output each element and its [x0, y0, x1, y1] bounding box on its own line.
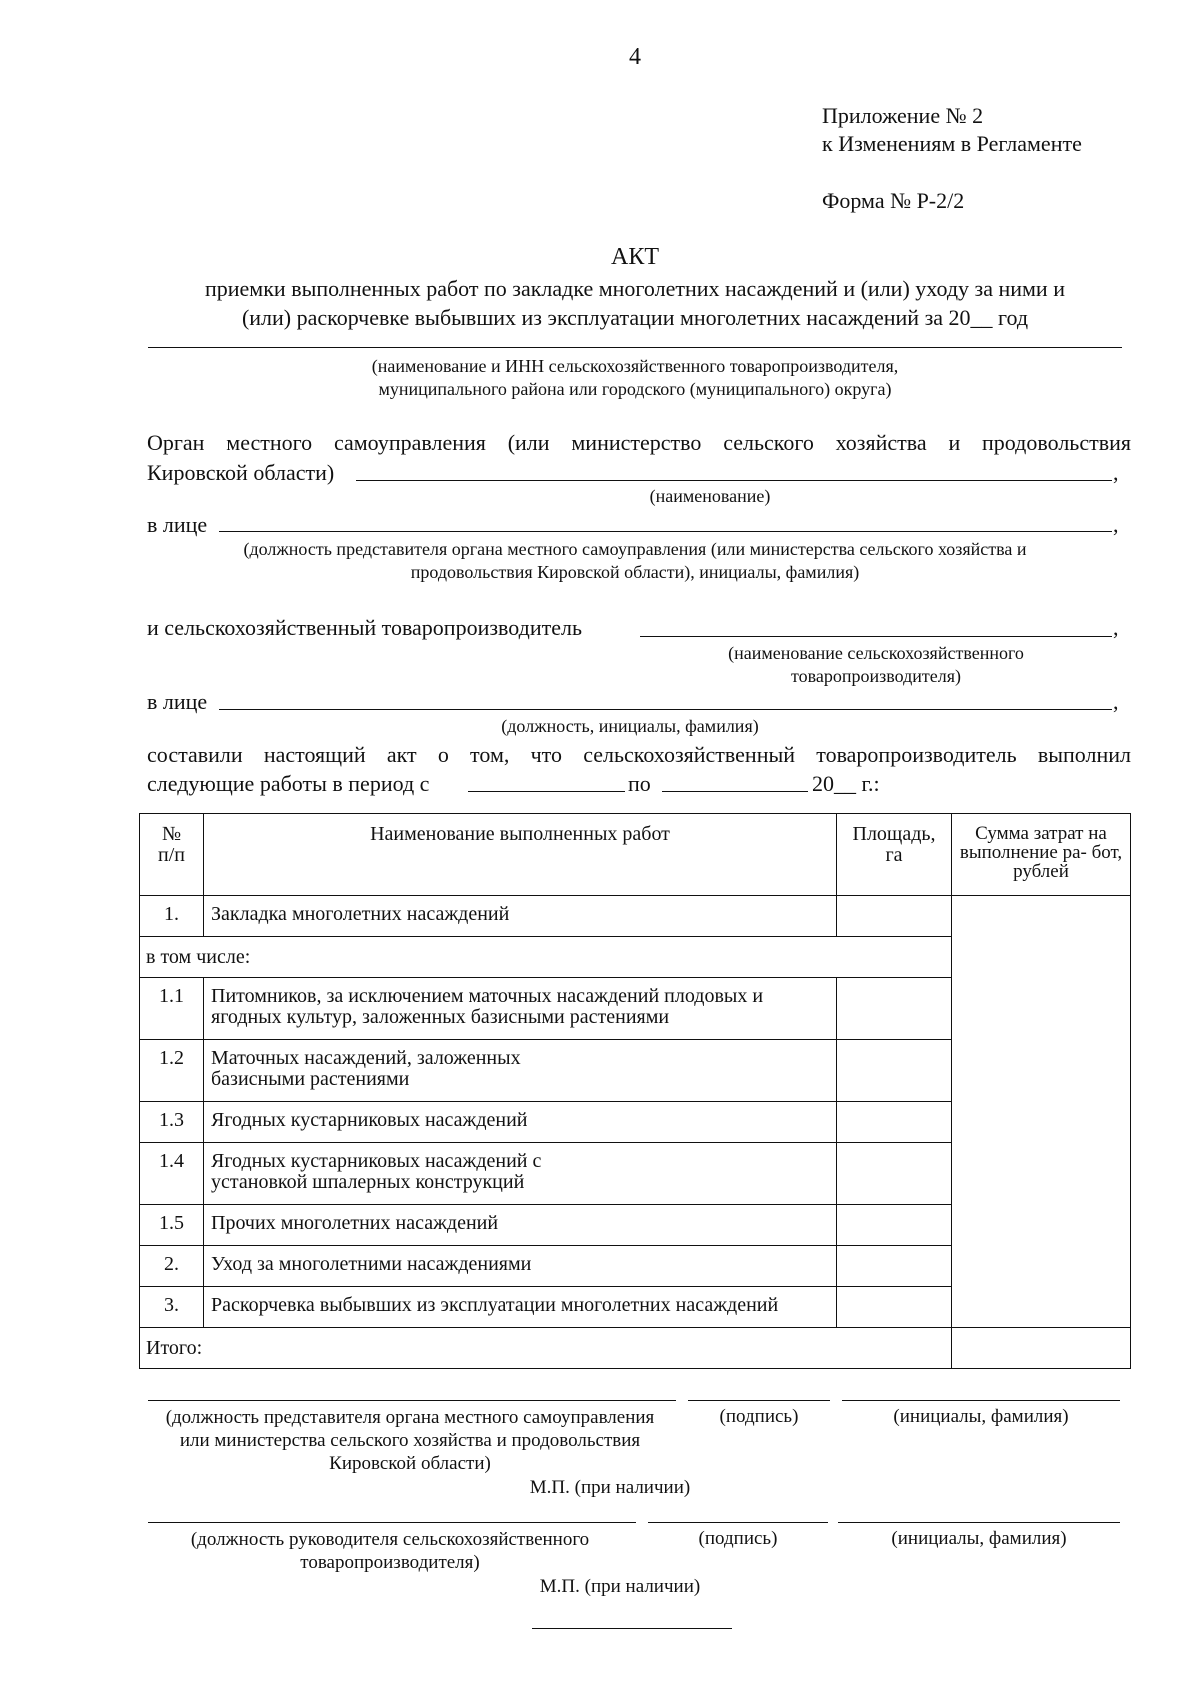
producer-seal: М.П. (при наличии) — [539, 1576, 701, 1597]
producer-rep-label: в лице — [147, 689, 208, 714]
header-num — [140, 814, 204, 896]
authority-line2-prefix: Кировской области) — [147, 460, 335, 485]
row-num: 2. — [140, 1246, 204, 1287]
row-area-cell[interactable] — [837, 1205, 952, 1246]
works-table — [139, 813, 1131, 1369]
header-num-text: № п/п — [158, 823, 185, 866]
header-cost-text: Сумма затрат на выполнение ра- бот, рублей — [959, 823, 1123, 882]
header-area — [837, 814, 952, 896]
row-area-cell[interactable] — [837, 1287, 952, 1328]
table-row — [140, 896, 1131, 937]
row-num: 1.2 — [140, 1040, 204, 1102]
producer-field-caption — [640, 642, 1112, 688]
row-name — [204, 1143, 837, 1205]
authority-rep-comma: , — [1113, 512, 1119, 537]
row-num: 1. — [140, 896, 204, 937]
row-name: Прочих многолетних насаждений — [204, 1205, 837, 1246]
appendix-line2: к Изменениям в Регламенте — [822, 131, 1082, 156]
authority-signature-caption: (подпись) — [719, 1406, 799, 1427]
producer-caption-line1: (наименование и ИНН сельскохозяйственного товаропроизводителя, — [371, 356, 899, 376]
page-number: 4 — [629, 44, 641, 70]
title-line2: (или) раскорчевке выбывших из эксплуатации многолетних насаждений за 20__ год — [241, 305, 1029, 330]
row-num: 1.5 — [140, 1205, 204, 1246]
title-line1: приемки выполненных работ по закладке многолетних насаждений и (или) уходу за ними и — [205, 276, 1065, 301]
end-of-form-rule — [532, 1628, 732, 1629]
row-area-cell[interactable] — [837, 1143, 952, 1205]
authority-name-line[interactable] — [356, 480, 1112, 481]
authority-position-caption — [140, 1406, 680, 1475]
row-num: 1.1 — [140, 978, 204, 1040]
authority-rep-line[interactable] — [219, 531, 1112, 532]
producer-position-caption — [140, 1528, 640, 1574]
producer-comma: , — [1113, 615, 1119, 640]
cost-cell-merged[interactable] — [952, 896, 1131, 1328]
producer-rep-comma: , — [1113, 689, 1119, 714]
authority-rep-caption-line2: продовольствия Кировской области), инициалы, фамилия) — [410, 562, 860, 582]
authority-position-line[interactable] — [148, 1400, 676, 1401]
row-name: Питомников, за исключением маточных насаждений плодовых и ягодных культур, заложенных базисными растениями — [204, 978, 837, 1040]
authority-position-line2: или министерства сельского хозяйства и продовольствия — [179, 1430, 641, 1451]
header-name-text: Наименование выполненных работ — [370, 823, 670, 845]
producer-caption-line2: товаропроизводителя) — [790, 666, 961, 686]
authority-rep-label: в лице — [147, 512, 208, 537]
row-total: Итого: — [140, 1328, 952, 1369]
producer-rep-caption: (должность, инициалы, фамилия) — [501, 716, 759, 736]
appendix-block — [822, 102, 1082, 158]
form-id: Форма № Р-2/2 — [822, 188, 965, 213]
producer-field-line[interactable] — [640, 636, 1112, 637]
producer-caption-line1: (наименование сельскохозяйственного — [728, 643, 1024, 663]
authority-initials-line[interactable] — [842, 1400, 1120, 1401]
authority-rep-caption-line1: (должность представителя органа местного самоуправления (или министерства сельского хозяйства и — [243, 539, 1027, 559]
authority-position-line1: (должность представителя органа местного самоуправления — [165, 1407, 655, 1428]
appendix-line1: Приложение № 2 — [822, 103, 984, 128]
producer-initials-caption: (инициалы, фамилия) — [891, 1528, 1067, 1549]
producer-name-line[interactable] — [148, 347, 1122, 348]
row-area-cell[interactable] — [837, 1246, 952, 1287]
row-name: Ягодных кустарниковых насаждений — [204, 1102, 837, 1143]
producer-rep-line[interactable] — [219, 709, 1112, 710]
producer-label: и сельскохозяйственный товаропроизводитель — [147, 615, 583, 640]
authority-initials-caption: (инициалы, фамилия) — [893, 1406, 1069, 1427]
producer-position-line2: товаропроизводителя) — [300, 1552, 480, 1573]
row-including: в том числе: — [140, 937, 952, 978]
row-name: Закладка многолетних насаждений — [204, 896, 837, 937]
producer-caption — [140, 355, 1130, 401]
row-name: Раскорчевка выбывших из эксплуатации многолетних насаждений — [204, 1287, 837, 1328]
authority-name-caption: (наименование) — [649, 486, 771, 506]
header-cost — [952, 814, 1131, 896]
row-name — [204, 1040, 837, 1102]
period-end-line[interactable] — [662, 791, 808, 792]
row-num: 1.4 — [140, 1143, 204, 1205]
authority-comma: , — [1113, 460, 1119, 485]
period-start-line[interactable] — [468, 791, 625, 792]
row-name-text: Маточных насаждений, заложенных базисными растениями — [211, 1047, 521, 1090]
row-area-cell[interactable] — [837, 1040, 952, 1102]
statement-line2-prefix: следующие работы в период с — [147, 771, 430, 796]
authority-line1: Орган местного самоуправления (или министерство сельского хозяйства и продовольствия — [147, 430, 1131, 455]
authority-seal: М.П. (при наличии) — [529, 1477, 691, 1498]
statement-by: по — [628, 771, 651, 796]
table-row — [140, 1328, 1131, 1369]
statement-year: 20__ г.: — [812, 771, 880, 796]
row-area-cell[interactable] — [837, 978, 952, 1040]
producer-position-line1: (должность руководителя сельскохозяйственного — [190, 1529, 590, 1550]
producer-position-line[interactable] — [148, 1522, 636, 1523]
row-area-cell[interactable] — [837, 896, 952, 937]
document-title: АКТ — [611, 244, 659, 270]
row-num: 1.3 — [140, 1102, 204, 1143]
row-name: Уход за многолетними насаждениями — [204, 1246, 837, 1287]
total-cost-cell[interactable] — [952, 1328, 1131, 1369]
authority-signature-line[interactable] — [688, 1400, 830, 1401]
authority-position-line3: Кировской области) — [329, 1453, 491, 1474]
producer-caption-line2: муниципального района или городского (муниципального) округа) — [378, 379, 892, 399]
producer-initials-line[interactable] — [838, 1522, 1120, 1523]
row-name-text: Ягодных кустарниковых насаждений с установкой шпалерных конструкций — [211, 1150, 542, 1193]
row-area-cell[interactable] — [837, 1102, 952, 1143]
producer-signature-caption: (подпись) — [698, 1528, 778, 1549]
title-subtitle — [140, 274, 1130, 332]
statement-line1: составили настоящий акт о том, что сельскохозяйственный товаропроизводитель выполнил — [147, 742, 1131, 767]
producer-signature-line[interactable] — [648, 1522, 828, 1523]
authority-rep-caption — [140, 538, 1130, 584]
table-header-row — [140, 814, 1131, 896]
header-name — [204, 814, 837, 896]
row-num: 3. — [140, 1287, 204, 1328]
header-area-text: Площадь, га — [852, 823, 936, 866]
